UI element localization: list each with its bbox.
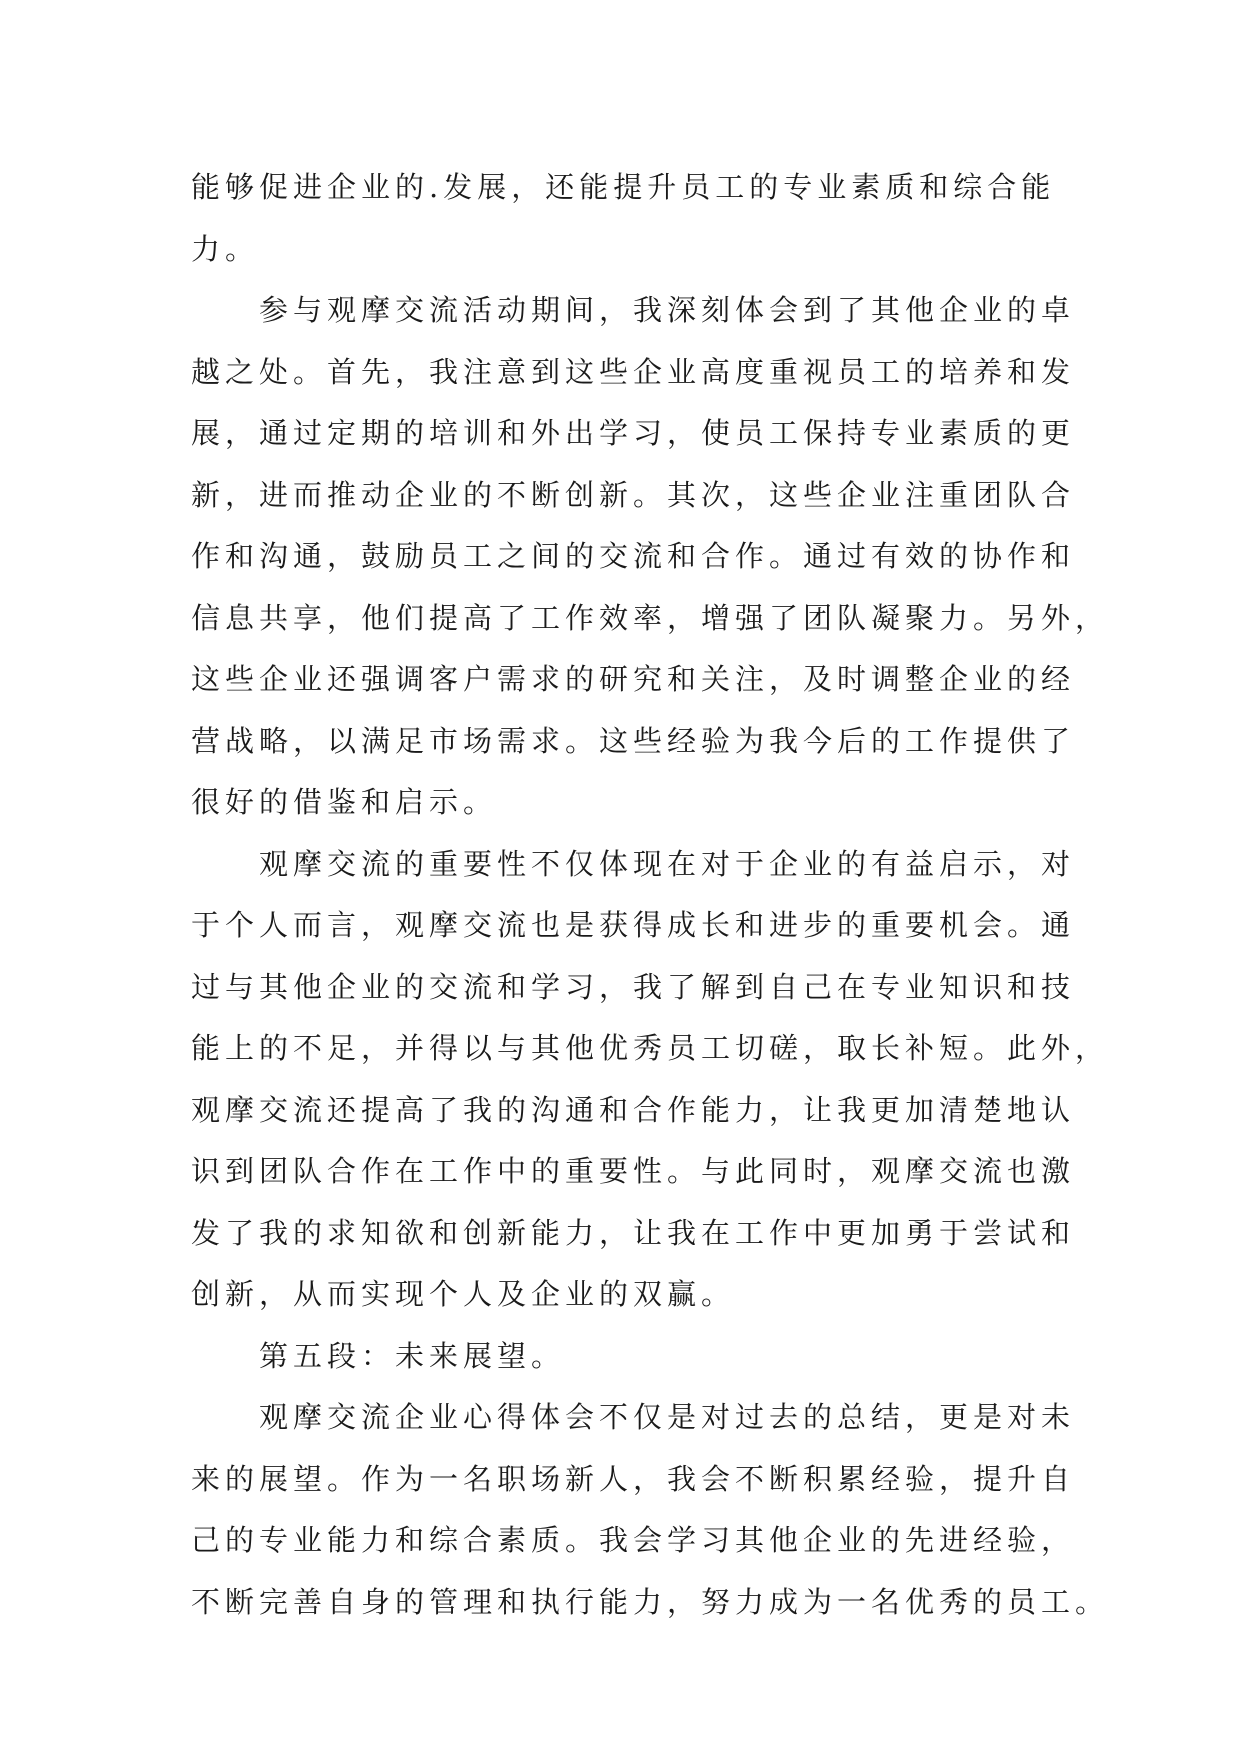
document-body	[191, 157, 1110, 1633]
section-heading: 第五段：未来展望。	[259, 1338, 566, 1373]
text-line: 创新，从而实现个人及企业的双赢。	[191, 1277, 736, 1311]
text-line: 来的展望。作为一名职场新人，我会不断积累经验，提升自	[191, 1461, 1076, 1496]
text-line: 很好的借鉴和启示。	[191, 785, 498, 819]
text-line: 能够促进企业的.发展，还能提升员工的专业素质和综合能	[191, 170, 1056, 204]
text-line: 于个人而言，观摩交流也是获得成长和进步的重要机会。通	[191, 908, 1076, 942]
text-line: 观摩交流还提高了我的沟通和合作能力，让我更加清楚地认	[191, 1092, 1076, 1127]
text-line: 力。	[191, 231, 260, 266]
text-line: 识到团队合作在工作中的重要性。与此同时，观摩交流也激	[191, 1154, 1076, 1188]
text-line: 这些企业还强调客户需求的研究和关注，及时调整企业的经	[191, 662, 1076, 696]
text-line: 能上的不足，并得以与其他优秀员工切磋，取长补短。此外，	[191, 1031, 1110, 1065]
paragraph-start-line: 观摩交流的重要性不仅体现在对于企业的有益启示，对	[259, 846, 1076, 881]
text-line: 展，通过定期的培训和外出学习，使员工保持专业素质的更	[191, 416, 1076, 450]
text-line: 作和沟通，鼓励员工之间的交流和合作。通过有效的协作和	[191, 539, 1076, 573]
text-line: 信息共享，他们提高了工作效率，增强了团队凝聚力。另外，	[191, 600, 1110, 635]
text-line: 越之处。首先，我注意到这些企业高度重视员工的培养和发	[191, 354, 1076, 389]
paragraph-start-line: 参与观摩交流活动期间，我深刻体会到了其他企业的卓	[259, 293, 1076, 327]
paragraph-start-line: 观摩交流企业心得体会不仅是对过去的总结，更是对未	[259, 1400, 1076, 1434]
text-line: 己的专业能力和综合素质。我会学习其他企业的先进经验，	[191, 1523, 1076, 1557]
text-line: 营战略，以满足市场需求。这些经验为我今后的工作提供了	[191, 723, 1076, 758]
text-line: 过与其他企业的交流和学习，我了解到自己在专业知识和技	[191, 969, 1076, 1004]
text-line: 新，进而推动企业的不断创新。其次，这些企业注重团队合	[191, 477, 1076, 512]
text-line: 发了我的求知欲和创新能力，让我在工作中更加勇于尝试和	[191, 1215, 1076, 1250]
text-line: 不断完善自身的管理和执行能力，努力成为一名优秀的员工。	[191, 1584, 1110, 1619]
